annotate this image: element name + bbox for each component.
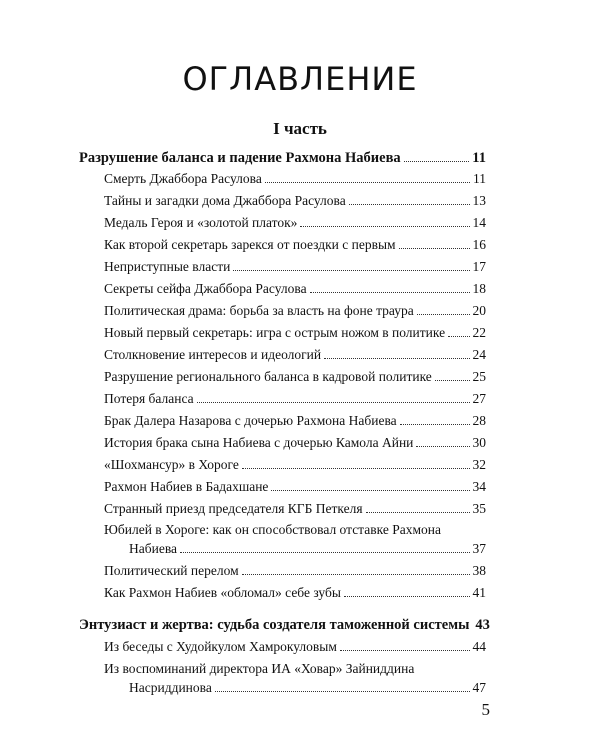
toc-page-number: 32: [472, 457, 486, 472]
toc-page-number: 17: [472, 259, 486, 274]
toc-section-title: Разрушение баланса и падение Рахмона Набиева: [79, 150, 401, 166]
toc-item[interactable]: [104, 237, 486, 253]
toc-page-number: 18: [472, 281, 486, 296]
toc-page-number: 35: [472, 501, 486, 516]
toc-page-number: 37: [472, 541, 486, 556]
toc-item[interactable]: [104, 661, 486, 696]
dot-leader: [265, 181, 470, 183]
toc-item-title: Политический перелом: [104, 563, 239, 578]
dot-leader: [399, 247, 470, 249]
toc-item-title: Из беседы с Худойкулом Хамрокуловым: [104, 639, 337, 654]
toc-item-title: Смерть Джаббора Расулова: [104, 171, 262, 186]
toc-item-title: Как Рахмон Набиев «обломал» себе зубы: [104, 585, 341, 600]
toc-item-title: Неприступные власти: [104, 259, 231, 274]
dot-leader: [300, 225, 469, 227]
toc-item-title: Новый первый секретарь: игра с острым ножом в политике: [104, 325, 446, 340]
toc-item-title: Рахмон Набиев в Бадахшане: [104, 479, 269, 494]
toc-item-title-continued: Набиева: [129, 541, 178, 556]
dot-leader: [400, 423, 470, 425]
toc-item-title: Юбилей в Хороге: как он способствовал отставке Рахмона: [104, 522, 441, 537]
toc-page-number: 27: [472, 391, 486, 406]
toc-item-continuation: [104, 541, 486, 557]
toc-page-number: 14: [472, 215, 486, 230]
toc-page-number: 11: [473, 171, 486, 186]
toc-item[interactable]: [104, 369, 486, 385]
page-number: 5: [481, 700, 490, 719]
toc-item-title: Секреты сейфа Джаббора Расулова: [104, 281, 307, 296]
dot-leader: [180, 551, 469, 553]
toc-item-title: Как второй секретарь зарекся от поездки с первым: [104, 237, 396, 252]
toc-page-number: 11: [472, 150, 486, 166]
toc-item[interactable]: [104, 501, 486, 517]
toc-item[interactable]: [104, 479, 486, 495]
dot-leader: [435, 379, 470, 381]
toc-item-title: Потеря баланса: [104, 391, 194, 406]
dot-leader: [366, 511, 470, 513]
dot-leader: [242, 467, 470, 469]
toc-page-number: 28: [472, 413, 486, 428]
toc-item[interactable]: [104, 259, 486, 275]
dot-leader: [310, 291, 470, 293]
toc-item-title-continued: Насриддинова: [129, 680, 212, 695]
toc-page-number: 47: [472, 680, 486, 695]
toc-page-number: 34: [472, 479, 486, 494]
toc-item-title: Разрушение регионального баланса в кадровой политике: [104, 369, 432, 384]
toc-page-number: 25: [472, 369, 486, 384]
toc-item[interactable]: [104, 281, 486, 297]
toc-item[interactable]: [104, 391, 486, 407]
dot-leader: [215, 690, 470, 692]
toc-page-number: 43: [475, 617, 490, 633]
toc-item-title: Столкновение интересов и идеологий: [104, 347, 322, 362]
toc-item-title: Тайны и загадки дома Джаббора Расулова: [104, 193, 346, 208]
toc-item-title: Странный приезд председателя КГБ Петкеля: [104, 501, 363, 516]
toc-page-number: 30: [472, 435, 486, 450]
dot-leader: [197, 401, 470, 403]
dot-leader: [271, 489, 469, 491]
toc-page-number: 44: [472, 639, 486, 654]
toc-page-number: 38: [472, 563, 486, 578]
toc-page-number: 16: [472, 237, 486, 252]
toc-item[interactable]: [104, 413, 486, 429]
dot-leader: [448, 335, 469, 337]
toc-item-title: Политическая драма: борьба за власть на фоне траура: [104, 303, 414, 318]
dot-leader: [344, 595, 470, 597]
toc-section[interactable]: [79, 150, 486, 166]
dot-leader: [416, 445, 469, 447]
part-heading: I часть: [273, 119, 327, 138]
dot-leader: [349, 203, 470, 205]
toc-item[interactable]: [104, 215, 486, 231]
dot-leader: [417, 313, 470, 315]
toc-item-continuation: [104, 680, 486, 696]
toc-item[interactable]: [104, 347, 486, 363]
toc-item[interactable]: [104, 435, 486, 451]
toc-item[interactable]: [104, 457, 486, 473]
toc-item[interactable]: [104, 171, 486, 187]
toc-section-title: Энтузиаст и жертва: судьба создателя таможенной системы: [79, 617, 470, 633]
toc-page-number: 41: [472, 585, 486, 600]
toc-item[interactable]: [104, 325, 486, 341]
dot-leader: [404, 160, 470, 162]
toc-item[interactable]: [104, 522, 486, 557]
dot-leader: [340, 649, 470, 651]
toc-page-number: 20: [472, 303, 486, 318]
toc-item[interactable]: [104, 563, 486, 579]
toc-page-number: 13: [472, 193, 486, 208]
toc-section[interactable]: [79, 617, 490, 633]
toc-item[interactable]: [104, 585, 486, 601]
dot-leader: [233, 269, 469, 271]
toc-page-number: 22: [472, 325, 486, 340]
toc-item-title: Брак Далера Назарова с дочерью Рахмона Набиева: [104, 413, 397, 428]
toc-item[interactable]: [104, 303, 486, 319]
toc-item[interactable]: [104, 193, 486, 209]
toc-item-title: «Шохмансур» в Хороге: [104, 457, 239, 472]
dot-leader: [324, 357, 469, 359]
dot-leader: [242, 573, 470, 575]
page-title: ОГЛАВЛЕНИЕ: [182, 60, 418, 98]
toc-item-title: Медаль Героя и «золотой платок»: [104, 215, 298, 230]
toc-item-title: Из воспоминаний директора ИА «Ховар» Зайниддина: [104, 661, 415, 676]
toc-item[interactable]: [104, 639, 486, 655]
toc-page-number: 24: [472, 347, 486, 362]
toc-item-title: История брака сына Набиева с дочерью Камола Айни: [104, 435, 414, 450]
